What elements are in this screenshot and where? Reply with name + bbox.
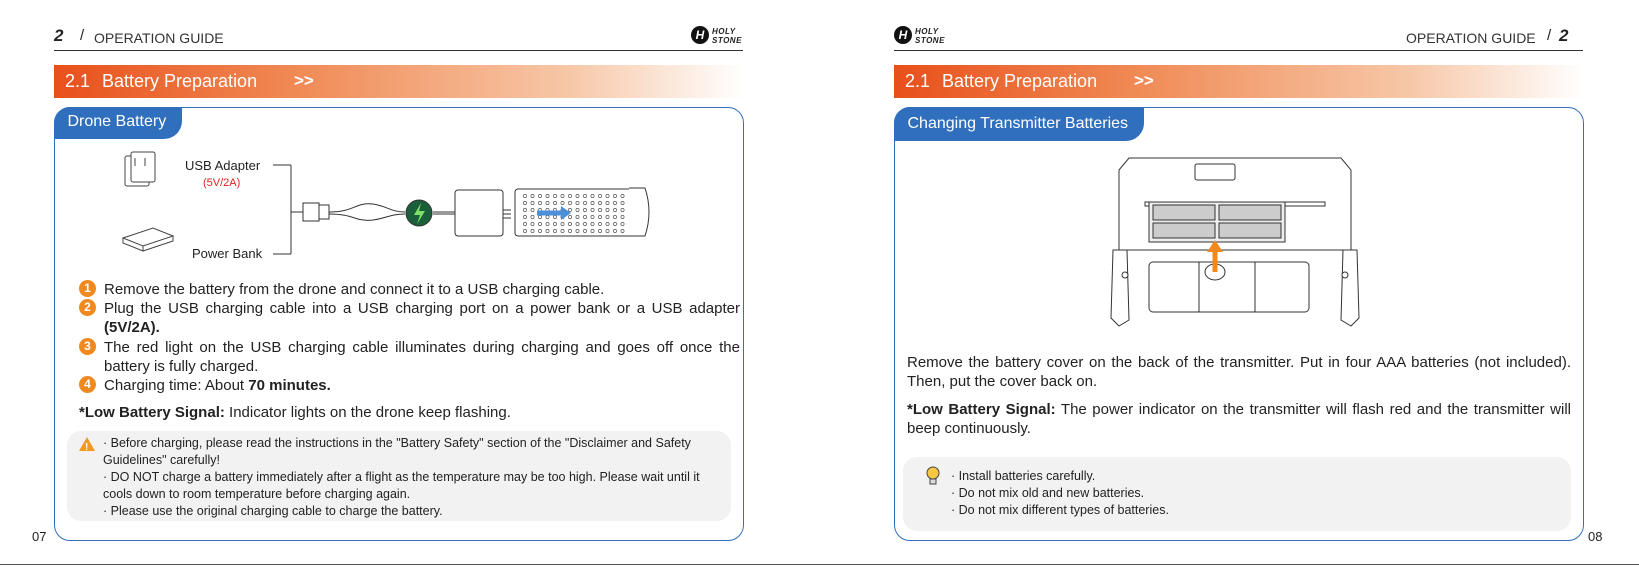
step-text: Remove the battery from the drone and connect it to a USB charging cable. — [104, 281, 605, 298]
chapter-number: 2 — [54, 26, 63, 45]
section-number: 2.1 — [905, 71, 931, 91]
header-slash: / — [80, 27, 85, 44]
section-banner — [894, 65, 1584, 98]
header-slash: / — [1547, 27, 1552, 44]
usb-adapter-label: USB Adapter — [185, 158, 261, 173]
bottom-rule — [0, 564, 1639, 565]
step-text: Charging time: About 70 minutes. — [104, 377, 331, 394]
transmitter-icon — [1105, 150, 1365, 338]
section-arrows: >> — [1134, 71, 1154, 90]
page-number: 07 — [32, 529, 47, 544]
charging-diagram — [115, 148, 675, 263]
usb-adapter-spec: (5V/2A) — [203, 177, 241, 189]
section-number: 2.1 — [65, 71, 91, 91]
step-number: 4 — [79, 376, 96, 393]
page-header — [54, 24, 743, 51]
drone-battery-icon — [515, 188, 649, 236]
usb-adapter-icon — [125, 152, 155, 186]
usb-cable-icon — [303, 190, 511, 236]
lightbulb-icon — [925, 466, 941, 486]
tips-text: · Install batteries carefully. · Do not mix old and new batteries. · Do not mix different types of batteries. — [951, 469, 1169, 517]
section-arrows: >> — [294, 71, 314, 90]
tips-note — [903, 457, 1571, 531]
logo-mark-icon: H — [894, 26, 912, 44]
right-page — [820, 0, 1639, 568]
step-number: 3 — [79, 338, 96, 355]
header-title: OPERATION GUIDE — [94, 30, 224, 46]
section-banner — [54, 65, 744, 98]
box-tab: Drone Battery — [54, 107, 183, 139]
body-text: Remove the battery cover on the back of the transmitter. Put in four AAA batteries (not included). Then, put the cover back on. — [907, 354, 1571, 390]
warning-note — [67, 431, 731, 521]
header-title: OPERATION GUIDE — [1406, 30, 1536, 46]
transmitter-battery-box — [894, 107, 1584, 541]
holy-stone-logo: H HOLY STONE — [691, 26, 743, 46]
connector-bracket — [273, 165, 303, 254]
logo-mark-icon: H — [691, 26, 709, 44]
note-text: · Before charging, please read the instructions in the "Battery Safety" section of the "Disclaimer and Safety Guidelines" carefully! · DO NOT charge a battery immediately after a flight as the temperature may be too high. Please wait until it cools down to room temperature before charging again. · Please use the original charging cable to charge the battery. — [103, 436, 700, 518]
box-tab: Changing Transmitter Batteries — [894, 107, 1145, 141]
step-number: 1 — [79, 280, 96, 297]
low-battery-signal: *Low Battery Signal: Indicator lights on the drone keep flashing. — [79, 404, 511, 421]
page-number: 08 — [1588, 529, 1603, 544]
low-battery-signal: *Low Battery Signal: The power indicator on the transmitter will flash red and the transmitter will beep continuously. — [907, 401, 1571, 437]
chapter-number: 2 — [1559, 26, 1568, 45]
power-bank-icon — [123, 228, 173, 251]
section-title: Battery Preparation — [102, 71, 258, 91]
step-number: 2 — [79, 299, 96, 316]
step-text: The red light on the USB charging cable illuminates during charging and goes off once the battery is fully charged. — [104, 339, 740, 375]
drone-battery-box — [54, 107, 744, 541]
warning-icon: ! — [79, 437, 95, 451]
power-bank-label: Power Bank — [192, 246, 263, 261]
section-title: Battery Preparation — [942, 71, 1098, 91]
step-text: Plug the USB charging cable into a USB charging port on a power bank or a USB adapter (5V/2A). — [104, 300, 740, 336]
holy-stone-logo: H HOLY STONE — [894, 26, 946, 46]
page-header — [894, 24, 1583, 51]
